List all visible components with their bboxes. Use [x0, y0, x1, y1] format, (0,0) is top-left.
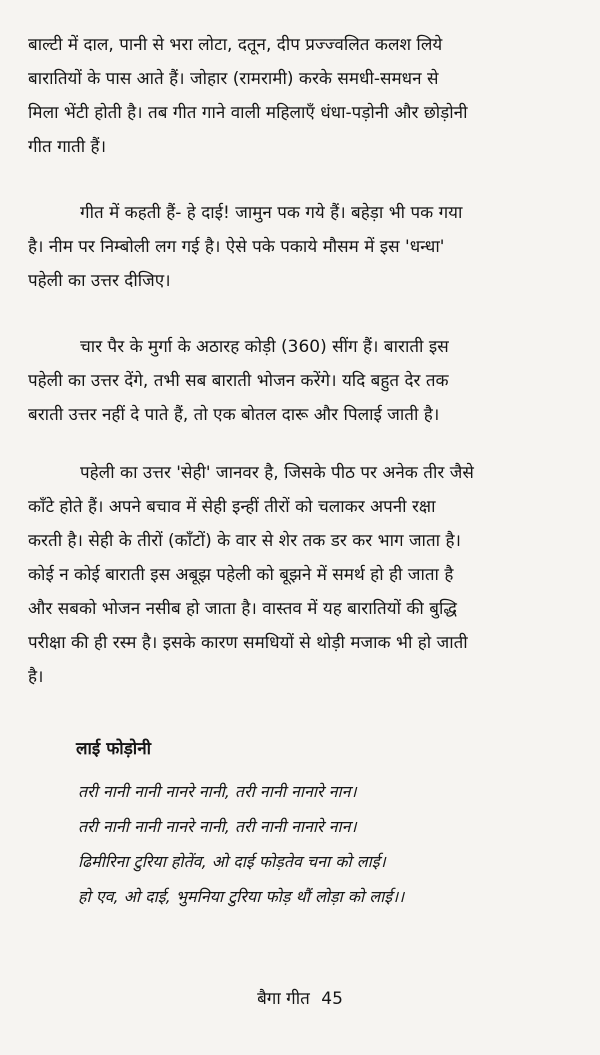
song-heading: लाई फोड़ोनी: [76, 739, 152, 759]
text-line: परीक्षा की ही रस्म है। इसके कारण समधियों से थोड़ी मजाक भी हो जाती: [28, 633, 468, 653]
text-line: बारातियों के पास आते हैं। जोहार (रामरामी) करके समधी-समधन से: [28, 69, 439, 89]
text-line: है।: [28, 667, 44, 687]
text-line: पहेली का उत्तर 'सेही' जानवर है, जिसके पीठ पर अनेक तीर जैसे: [80, 463, 474, 483]
page-number: 45: [321, 989, 343, 1009]
verse-line: हो एव, ओ दाई, भुमनिया टुरिया फोड़ थौं लोड़ा को लाई।।: [78, 887, 405, 906]
text-line: बाल्टी में दाल, पानी से भरा लोटा, दतून, दीप प्रज्ज्वलित कलश लिये: [28, 35, 443, 55]
text-line: पहेली का उत्तर देंगे, तभी सब बाराती भोजन करेंगे। यदि बहुत देर तक: [28, 371, 449, 391]
verse-line: तरी नानी नानी नानरे नानी, तरी नानी नानारे नान।: [78, 782, 357, 801]
text-line: कोई न कोई बाराती इस अबूझ पहेली को बूझने में समर्थ हो ही जाता है: [28, 565, 454, 585]
verse-line: तरी नानी नानी नानरे नानी, तरी नानी नानारे नान।: [78, 817, 357, 836]
text-line: पहेली का उत्तर दीजिए।: [28, 271, 171, 291]
paragraph-2: [28, 196, 550, 298]
text-line: बराती उत्तर नहीं दे पाते हैं, तो एक बोतल दारू और पिलाई जाती है।: [28, 405, 440, 425]
text-line: करती है। सेही के तीरों (काँटों) के वार से शेर तक डर कर भाग जाता है।: [28, 531, 461, 551]
text-line: काँटे होते हैं। अपने बचाव में सेही इन्हीं तीरों को चलाकर अपनी रक्षा: [28, 497, 436, 517]
page-footer: [0, 986, 600, 1009]
song-verse: [78, 774, 578, 914]
text-line: और सबको भोजन नसीब हो जाता है। वास्तव में यह बारातियों की बुद्धि: [28, 599, 457, 619]
paragraph-4: [28, 456, 550, 694]
verse-line: ढिमीरिना टुरिया होतेंव, ओ दाई फोड़तेव चना को लाई।: [78, 852, 386, 871]
text-line: मिला भेंटी होती है। तब गीत गाने वाली महिलाएँ धंधा-पड़ोनी और छोड़ोनी: [28, 103, 468, 123]
text-line: चार पैर के मुर्गा के अठारह कोड़ी (360) सींग हैं। बाराती इस: [80, 337, 449, 357]
paragraph-3: [28, 330, 550, 432]
book-title: बैगा गीत: [257, 989, 310, 1009]
text-line: गीत गाती हैं।: [28, 137, 107, 157]
text-line: है। नीम पर निम्बोली लग गई है। ऐसे पके पकाये मौसम में इस 'धन्धा': [28, 237, 445, 257]
text-line: गीत में कहती हैं- हे दाई! जामुन पक गये हैं। बहेड़ा भी पक गया: [80, 203, 463, 223]
paragraph-1: [28, 28, 550, 164]
